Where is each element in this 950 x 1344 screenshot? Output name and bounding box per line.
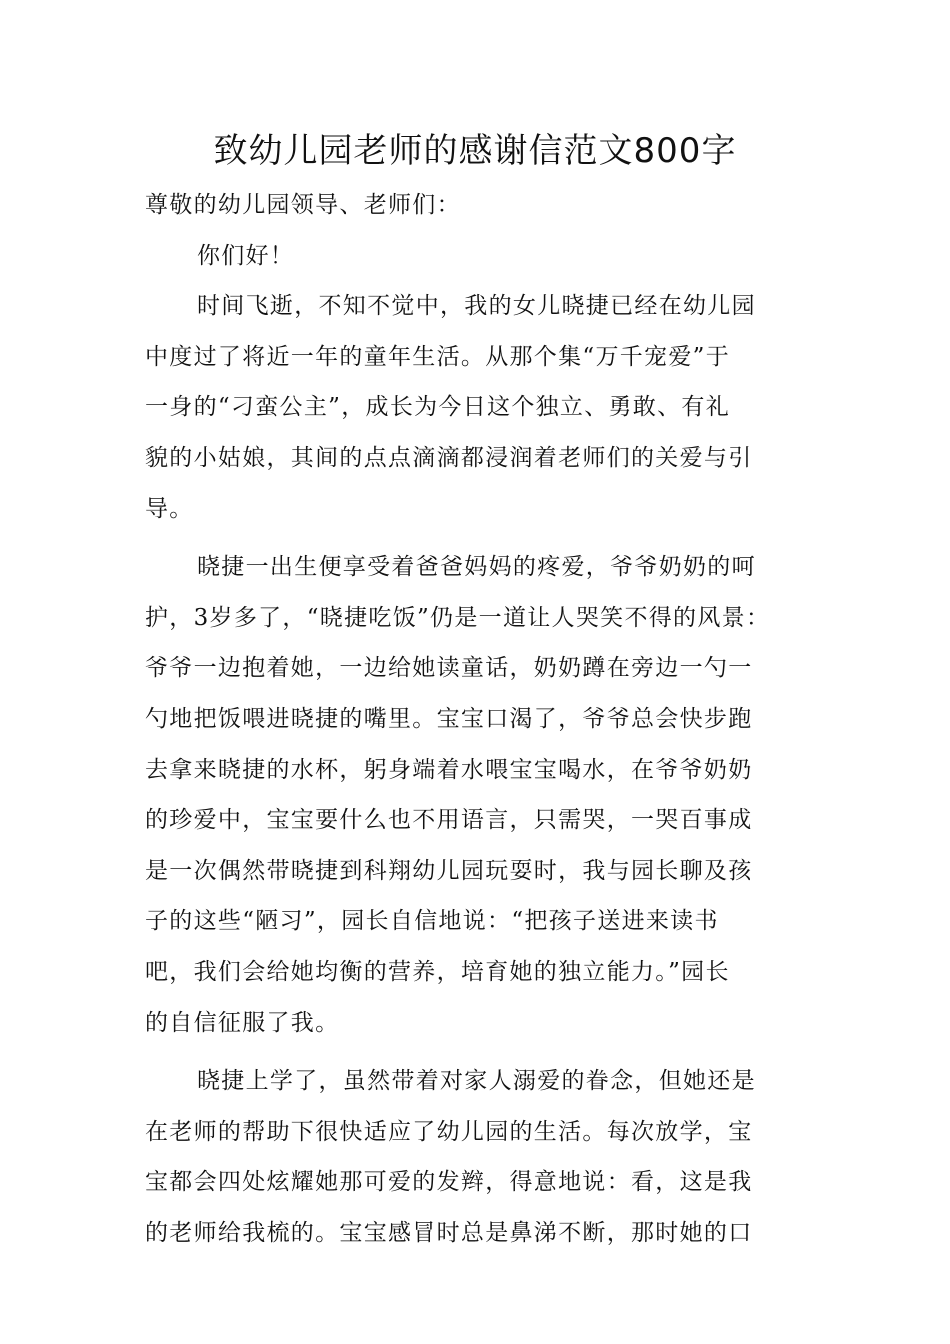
paragraph-3-line-4: 的老师给我梳的。宝宝感冒时总是鼻涕不断，那时她的口	[145, 1219, 753, 1246]
paragraph-2-line-2: 护，3岁多了，“晓捷吃饭”仍是一道让人哭笑不得的风景：	[145, 604, 771, 631]
paragraph-2-line-10: 的自信征服了我。	[145, 1009, 340, 1036]
paragraph-2-line-5: 去拿来晓捷的水杯，躬身端着水喂宝宝喝水，在爷爷奶奶	[145, 756, 753, 783]
paragraph-2-line-3: 爷爷一边抱着她，一边给她读童话，奶奶蹲在旁边一勺一	[145, 655, 753, 682]
paragraph-2-line-1: 晓捷一出生便享受着爸爸妈妈的疼爱，爷爷奶奶的呵	[197, 554, 756, 581]
paragraph-2-line-6: 的珍爱中，宝宝要什么也不用语言，只需哭，一哭百事成	[145, 807, 753, 834]
paragraph-1-line-2: 中度过了将近一年的童年生活。从那个集“万千宠爱”于	[145, 343, 731, 370]
paragraph-3-line-2: 在老师的帮助下很快适应了幼儿园的生活。每次放学，宝	[145, 1118, 753, 1145]
document-title: 致幼儿园老师的感谢信范文800字	[213, 131, 737, 171]
salutation: 尊敬的幼儿园领导、老师们：	[145, 192, 461, 218]
paragraph-1-line-5: 导。	[145, 495, 194, 522]
paragraph-2-line-8: 子的这些“陋习”，园长自信地说：“把孩子送进来读书	[145, 908, 719, 935]
paragraph-2-line-4: 勺地把饭喂进晓捷的嘴里。宝宝口渴了，爷爷总会快步跑	[145, 705, 753, 732]
paragraph-1-line-4: 貌的小姑娘，其间的点点滴滴都浸润着老师们的关爱与引	[145, 444, 753, 471]
paragraph-1-line-3: 一身的“刁蛮公主”，成长为今日这个独立、勇敢、有礼	[145, 394, 731, 421]
greeting: 你们好！	[197, 242, 295, 269]
paragraph-2-line-9: 吧，我们会给她均衡的营养，培育她的独立能力。”园长	[145, 958, 730, 985]
paragraph-2-line-7: 是一次偶然带晓捷到科翔幼儿园玩耍时，我与园长聊及孩	[145, 857, 753, 884]
paragraph-3-line-1: 晓捷上学了，虽然带着对家人溺爱的眷念，但她还是	[197, 1068, 756, 1095]
paragraph-1-line-1: 时间飞逝，不知不觉中，我的女儿晓捷已经在幼儿园	[197, 293, 756, 320]
paragraph-3-line-3: 宝都会四处炫耀她那可爱的发辫，得意地说：看，这是我	[145, 1169, 753, 1196]
document-body	[145, 180, 835, 1258]
